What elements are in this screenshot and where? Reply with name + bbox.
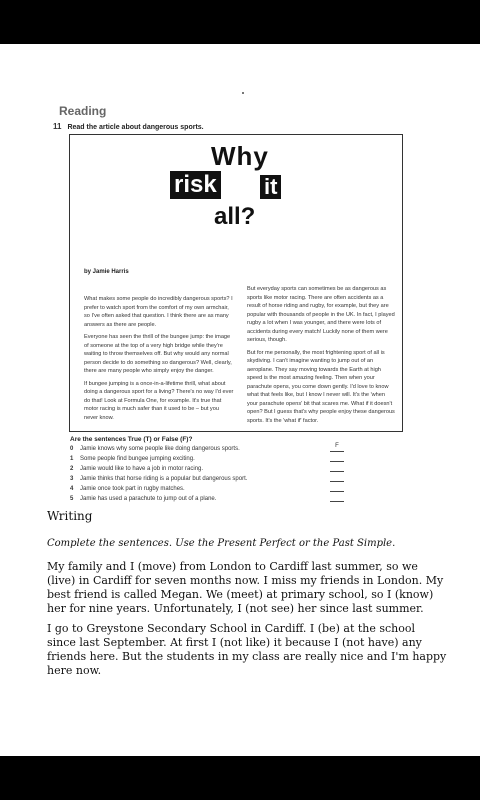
true-false-item (70, 484, 360, 494)
true-false-title: Are the sentences True (T) or False (F)? (70, 436, 193, 443)
item-number: 5 (70, 496, 74, 502)
article-headline (70, 135, 402, 235)
headline-word-it: it (260, 175, 281, 199)
page-speck (242, 92, 244, 94)
article-left-column (84, 295, 234, 426)
item-number: 2 (70, 466, 74, 472)
item-text: Jamie would like to have a job in motor racing. (80, 466, 204, 472)
item-text: Some people find bungee jumping exciting. (80, 456, 195, 462)
true-false-item (70, 464, 360, 474)
answer-line (330, 452, 344, 462)
true-false-item (70, 444, 360, 454)
writing-instruction: Complete the sentences. Use the Present Perfect or the Past Simple. (47, 538, 396, 549)
true-false-item (70, 454, 360, 464)
answer-line: F (330, 442, 344, 452)
headline-word-all: all? (214, 203, 256, 230)
true-false-item (70, 474, 360, 484)
headline-word-risk: risk (170, 171, 221, 199)
writing-paragraph: I go to Greystone Secondary School in Cardiff. I (be) at the school since last September. At first I (not like) it because I (not have) any friends here. But the students in my class are really nice and I'm happy here now. (47, 622, 447, 677)
article-paragraph: What makes some people do incredibly dangerous sports? I prefer to watch sport from the comfort of my own armchair, so I've often asked that question. I think there are as many answers as there are people. (84, 296, 233, 328)
writing-heading: Writing (47, 509, 93, 523)
item-text: Jamie has used a parachute to jump out of a plane. (80, 496, 217, 502)
answer-column (330, 442, 344, 502)
item-number: 0 (70, 446, 74, 452)
headline-word-why: Why (211, 141, 269, 171)
true-false-item (70, 494, 360, 504)
item-number: 4 (70, 486, 74, 492)
article-paragraph: But for me personally, the most frightening sport of all is skydiving. I can't imagine wanting to jump out of an aeroplane. They say moving towards the Earth at high speed is the most amazing feeling. Then when your parachute opens, you come down gently. I'd love to know what that feels like, but I know I never will. It's the 'when your parachute opens' bit that scares me. What if it doesn't open? But I guess that's why people enjoy these dangerous sports. It's the 'what if' factor. (247, 349, 395, 424)
item-text: Jamie knows why some people like doing dangerous sports. (80, 446, 240, 452)
item-text: Jamie once took part in rugby matches. (80, 486, 185, 492)
navigation-bar (0, 756, 480, 800)
article-byline: by Jamie Harris (84, 269, 129, 275)
item-number: 3 (70, 476, 74, 482)
task-text: Read the article about dangerous sports. (67, 124, 204, 131)
answer-line (330, 472, 344, 482)
document-page[interactable] (0, 44, 480, 756)
task-number: 11 (53, 122, 62, 131)
article-paragraph: Everyone has seen the thrill of the bungee jump: the image of someone at the top of a very high bridge while they're waiting to throw themselves off. But why would any normal person decide to do something so dangerous? Well, clearly, there are many people who simply enjoy the danger. (84, 334, 232, 374)
answer-line (330, 482, 344, 492)
article-paragraph: If bungee jumping is a once-in-a-lifetime thrill, what about doing a dangerous sport for a living? There's no way I'd ever do that! Look at Formula One, for example. It's true that motor racing is much safer than it used to be – but you never know. (84, 380, 234, 421)
answer-line (330, 492, 344, 502)
task-instruction (53, 122, 204, 131)
true-false-list (70, 444, 360, 504)
article-paragraph: But everyday sports can sometimes be as dangerous as sports like motor racing. There are often accidents as a result of horse riding and rugby, for example, but they are popular with thousands of people in the UK. In fact, I played rugby a lot when I was younger, and there were lots of accidents during every match! Luckily none of them were serious, though. (247, 286, 395, 343)
item-text: Jamie thinks that horse riding is a popular but dangerous sport. (80, 476, 248, 482)
section-title: Reading (59, 104, 107, 118)
writing-paragraph: My family and I (move) from London to Cardiff last summer, so we (live) in Cardiff for seven months now. I miss my friends in London. My best friend is called Megan. We (meet) at primary school, so I (know) her for nine years. Unfortunately, I (not see) her since last summer. (47, 560, 444, 615)
answer-line (330, 462, 344, 472)
article-box (69, 134, 403, 432)
article-right-column (247, 285, 395, 429)
item-number: 1 (70, 456, 74, 462)
status-bar (0, 0, 480, 44)
